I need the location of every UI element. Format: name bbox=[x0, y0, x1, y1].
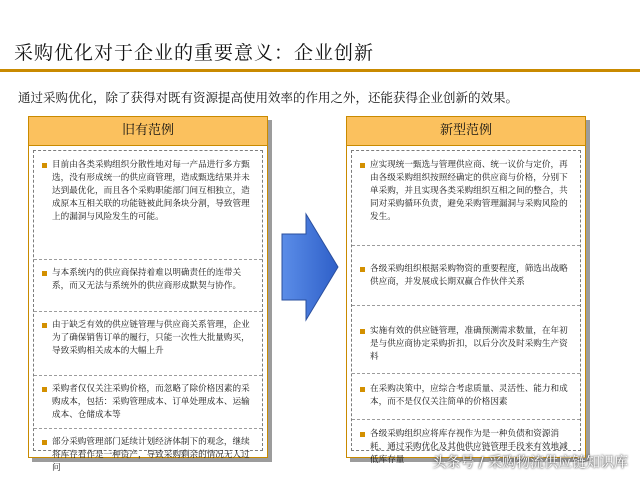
bullet-icon bbox=[360, 432, 365, 437]
new-item-4 bbox=[360, 383, 574, 409]
new-item-5-text: 各级采购组织应将库存视作为是一种负债和资源消耗，通过采购优化及其他供应链管理手段来有效地减低库存量 bbox=[370, 429, 568, 465]
new-item-2-text: 各级采购组织根据采购物资的重要程度，筛选出战略供应商，并发展成长期双赢合作伙伴关系 bbox=[370, 264, 568, 287]
old-item-5 bbox=[42, 436, 256, 475]
bullet-icon bbox=[360, 329, 365, 334]
bullet-icon bbox=[360, 267, 365, 272]
old-paradigm-panel bbox=[28, 116, 268, 473]
bullet-icon bbox=[42, 387, 47, 392]
watermark: 头条号 / 采购物流供应链知识库 bbox=[432, 455, 628, 471]
new-item-3-text: 实施有效的供应链管理，准确预测需求数量，在年初是与供应商协定采购折扣，以后分次及时采购生产资料 bbox=[370, 326, 568, 362]
new-item-3 bbox=[360, 325, 574, 364]
divider bbox=[34, 375, 262, 376]
old-item-2 bbox=[42, 267, 256, 293]
old-paradigm-body bbox=[33, 150, 263, 473]
old-paradigm-header: 旧有范例 bbox=[29, 117, 267, 146]
old-item-4 bbox=[42, 383, 256, 422]
bullet-icon bbox=[42, 163, 47, 168]
slide-title: 采购优化对于企业的重要意义：企业创新 bbox=[14, 42, 375, 64]
bullet-icon bbox=[360, 163, 365, 168]
new-item-1-text: 应实现统一甄选与管理供应商、统一议价与定价，再由各级采购组织按照经确定的供应商与价格，分别下单采购，并且实现各类采购组织互相之间的整合，共同对采购循环负责，避免采购管理漏洞与采购风险的发生。 bbox=[370, 160, 568, 222]
old-item-3-text: 由于缺乏有效的供应链管理与供应商关系管理，企业为了确保销售订单的履行，只能一次性大批量购买，导致采购相关成本的大幅上升 bbox=[52, 320, 250, 356]
divider bbox=[34, 259, 262, 260]
old-item-4-text: 采购者仅仅关注采购价格，而忽略了除价格因素的采购成本，包括：采购管理成本、订单处理成本、运输成本、仓储成本等 bbox=[52, 384, 250, 420]
old-item-1-text: 目前由各类采购组织分散性地对每一产品进行多方甄选，没有形成统一的供应商管理，造成甄选结果并未达到最优化，而且各个采购职能部门间互相独立，造成原本互相关联的功能链被此间条块分割，导致管理上的漏洞与风险发生的可能。 bbox=[52, 160, 250, 222]
old-item-5-text: 部分采购管理部门延续计划经济体制下的观念，继续将库存看作是一种资产，导致采购剩余的情况无人过问 bbox=[52, 437, 250, 473]
old-item-1 bbox=[42, 159, 256, 224]
divider bbox=[34, 428, 262, 429]
intro-text: 通过采购优化，除了获得对既有资源提高使用效率的作用之外，还能获得企业创新的效果。 bbox=[18, 90, 519, 105]
old-item-2-text: 与本系统内的供应商保持着难以明确责任的连带关系，而又无法与系统外的供应商形成默契与协作。 bbox=[52, 268, 242, 291]
bullet-icon bbox=[360, 387, 365, 392]
new-paradigm-header: 新型范例 bbox=[347, 117, 585, 146]
new-paradigm-body bbox=[351, 150, 581, 465]
divider bbox=[352, 373, 580, 374]
bullet-icon bbox=[42, 440, 47, 445]
bullet-icon bbox=[42, 271, 47, 276]
new-paradigm-panel bbox=[346, 116, 586, 465]
divider bbox=[352, 245, 580, 246]
title-divider bbox=[0, 69, 640, 72]
bullet-icon bbox=[42, 323, 47, 328]
divider bbox=[352, 419, 580, 420]
right-arrow-icon bbox=[280, 212, 340, 322]
old-item-3 bbox=[42, 319, 256, 358]
divider bbox=[352, 305, 580, 306]
new-item-4-text: 在采购决策中，应综合考虑质量、灵活性、能力和成本，而不是仅仅关注简单的价格因素 bbox=[370, 384, 568, 407]
new-item-2 bbox=[360, 263, 574, 289]
new-item-1 bbox=[360, 159, 574, 224]
divider bbox=[34, 311, 262, 312]
